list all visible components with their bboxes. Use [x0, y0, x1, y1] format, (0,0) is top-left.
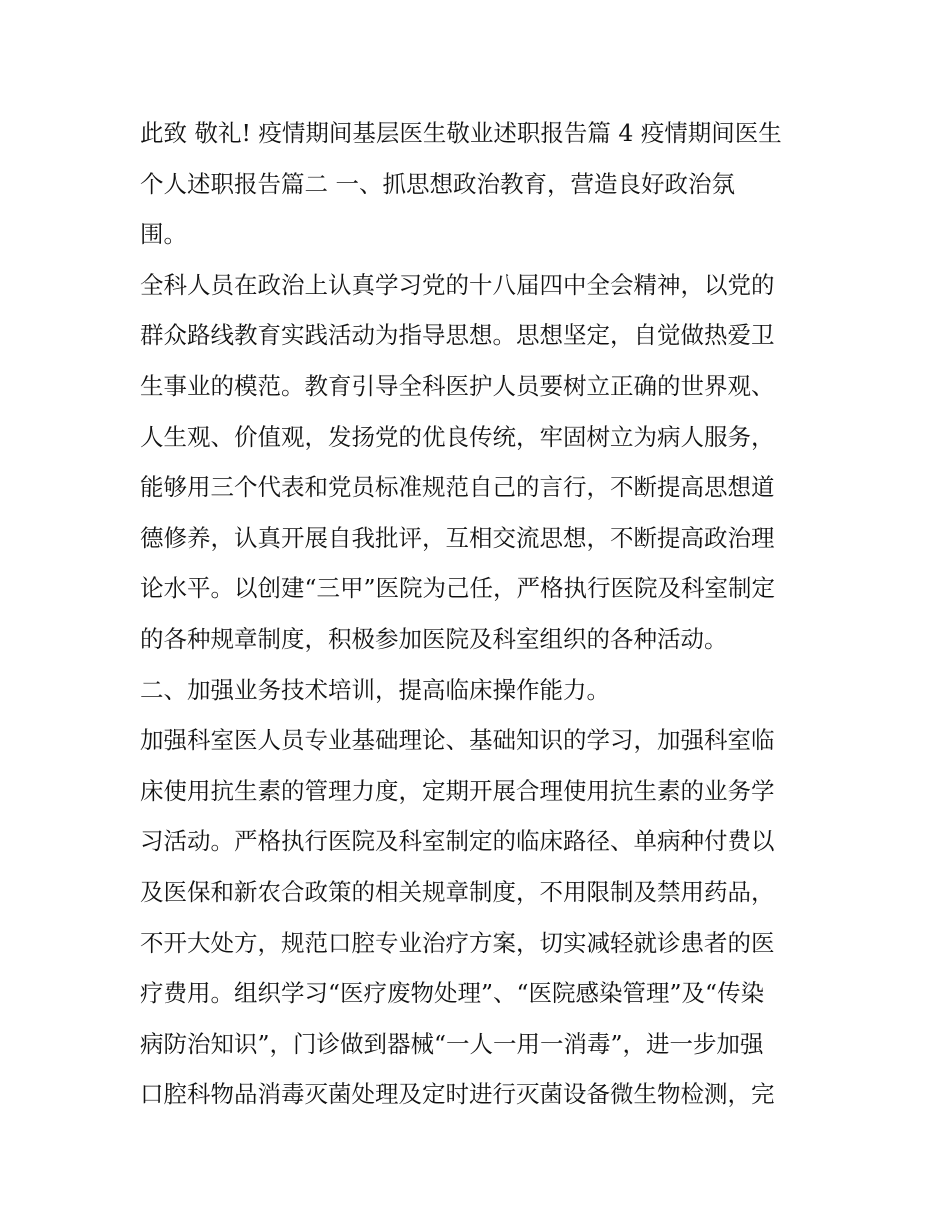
text-line: 及医保和新农合政策的相关规章制度，不用限制及禁用药品， — [140, 877, 775, 906]
text-line: 围。 — [140, 220, 187, 249]
text-line: 床使用抗生素的管理力度，定期开展合理使用抗生素的业务学 — [140, 776, 775, 805]
text-line: 德修养，认真开展自我批评，互相交流思想，不断提高政治理 — [140, 523, 775, 552]
section-heading: 二、加强业务技术培训，提高临床操作能力。 — [140, 675, 610, 704]
text-line: 加强科室医人员专业基础理论、基础知识的学习，加强科室临 — [140, 726, 775, 755]
text-line: 病防治知识”，门诊做到器械“一人一用一消毒”，进一步加强 — [140, 1029, 764, 1058]
text-line: 群众路线教育实践活动为指导思想。思想坚定，自觉做热爱卫 — [140, 321, 775, 350]
text-line: 个人述职报告篇二 一、抓思想政治教育，营造良好政治氛 — [140, 169, 735, 198]
text-line: 的各种规章制度，积极参加医院及科室组织的各种活动。 — [140, 624, 728, 653]
text-line: 口腔科物品消毒灭菌处理及定时进行灭菌设备微生物检测，完 — [140, 1080, 775, 1109]
text-line: 全科人员在政治上认真学习党的十八届四中全会精神，以党的 — [140, 270, 775, 299]
text-line: 疗费用。组织学习“医疗废物处理”、“医院感染管理”及“传染 — [140, 979, 765, 1008]
text-line: 习活动。严格执行医院及科室制定的临床路径、单病种付费以 — [140, 827, 775, 856]
document-body — [140, 108, 820, 1120]
text-line: 论水平。以创建“三甲”医院为己任，严格执行医院及科室制定 — [140, 574, 776, 603]
text-line: 人生观、价值观，发扬党的优良传统，牢固树立为病人服务， — [140, 422, 775, 451]
text-line: 能够用三个代表和党员标准规范自己的言行，不断提高思想道 — [140, 473, 775, 502]
text-line: 此致 敬礼! 疫情期间基层医生敬业述职报告篇 4 疫情期间医生 — [140, 119, 782, 147]
text-line: 不开大处方，规范口腔专业治疗方案，切实减轻就诊患者的医 — [140, 928, 775, 957]
text-line: 生事业的模范。教育引导全科医护人员要树立正确的世界观、 — [140, 371, 775, 400]
